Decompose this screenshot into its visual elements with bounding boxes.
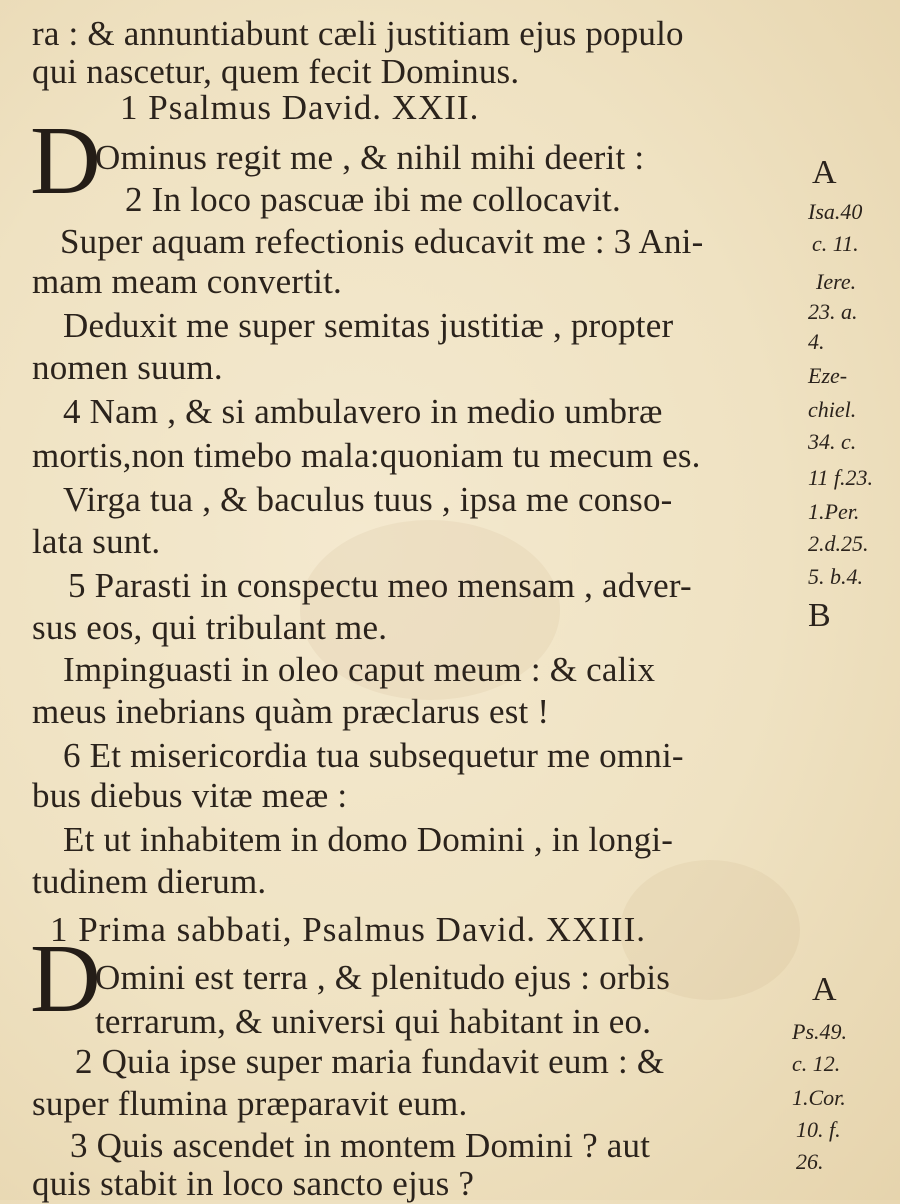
text-line: tudinem dierum. xyxy=(32,862,267,901)
text-line: meus inebrians quàm præclarus est ! xyxy=(32,692,550,731)
margin-reference: 26. xyxy=(796,1149,824,1174)
margin-reference: c. 12. xyxy=(792,1051,841,1076)
psalm-heading: 1 Prima sabbati, Psalmus David. XXIII. xyxy=(50,910,646,949)
drop-cap-initial: D xyxy=(30,107,101,215)
margin-reference: 4. xyxy=(808,329,825,354)
text-line: 6 Et misericordia tua subsequetur me omni- xyxy=(63,736,684,775)
text-line: 2 Quia ipse super maria fundavit eum : & xyxy=(75,1042,665,1081)
text-line: qui nascetur, quem fecit Dominus. xyxy=(32,52,520,91)
margin-reference: chiel. xyxy=(808,397,857,422)
psalm-heading: 1 Psalmus David. XXII. xyxy=(120,88,480,127)
text-line: mortis,non timebo mala:quoniam tu mecum es. xyxy=(32,436,701,475)
margin-reference: 10. f. xyxy=(796,1117,841,1142)
text-line: Ominus regit me , & nihil mihi deerit : xyxy=(95,138,645,177)
text-line: ra : & annuntiabunt cæli justitiam ejus populo xyxy=(32,14,684,53)
text-line: 5 Parasti in conspectu meo mensam , adver- xyxy=(68,566,692,605)
text-line: 3 Quis ascendet in montem Domini ? aut xyxy=(70,1126,651,1165)
margin-section-letter: A xyxy=(812,154,837,191)
text-line: nomen suum. xyxy=(32,348,223,387)
text-line: mam meam convertit. xyxy=(32,262,342,301)
margin-reference: 34. c. xyxy=(808,429,857,454)
margin-reference: 23. a. xyxy=(808,299,858,324)
margin-reference: c. 11. xyxy=(812,231,859,256)
margin-reference: 1.Cor. xyxy=(792,1085,846,1110)
text-line: 2 In loco pascuæ ibi me collocavit. xyxy=(125,180,621,219)
margin-reference: 2.d.25. xyxy=(808,531,869,556)
text-line: Deduxit me super semitas justitiæ , propter xyxy=(63,306,674,345)
text-line: terrarum, & universi qui habitant in eo. xyxy=(95,1002,652,1041)
margin-reference: 1.Per. xyxy=(808,499,860,524)
text-line: Virga tua , & baculus tuus , ipsa me conso- xyxy=(63,480,673,519)
drop-cap-initial: D xyxy=(30,925,101,1033)
text-line: lata sunt. xyxy=(32,522,161,561)
text-line: super flumina præparavit eum. xyxy=(32,1084,468,1123)
margin-section-letter: A xyxy=(812,971,837,1008)
text-line: 4 Nam , & si ambulavero in medio umbræ xyxy=(63,392,663,431)
margin-reference: Iere. xyxy=(816,269,857,294)
text-line: bus diebus vitæ meæ : xyxy=(32,776,348,815)
text-line: Impinguasti in oleo caput meum : & calix xyxy=(63,650,656,689)
text-line: Omini est terra , & plenitudo ejus : orbis xyxy=(95,958,671,997)
text-line: quis stabit in loco sancto ejus ? xyxy=(32,1164,475,1203)
text-line: Et ut inhabitem in domo Domini , in longi- xyxy=(63,820,674,859)
margin-reference: 11 f.23. xyxy=(808,465,873,490)
margin-reference: Eze- xyxy=(808,363,848,388)
text-line: Super aquam refectionis educavit me : 3 Ani- xyxy=(60,222,704,261)
margin-reference: Isa.40 xyxy=(808,199,863,224)
margin-reference: 5. b.4. xyxy=(808,564,863,589)
text-line: sus eos, qui tribulant me. xyxy=(32,608,388,647)
margin-reference: Ps.49. xyxy=(792,1019,847,1044)
margin-section-letter: B xyxy=(808,597,831,634)
